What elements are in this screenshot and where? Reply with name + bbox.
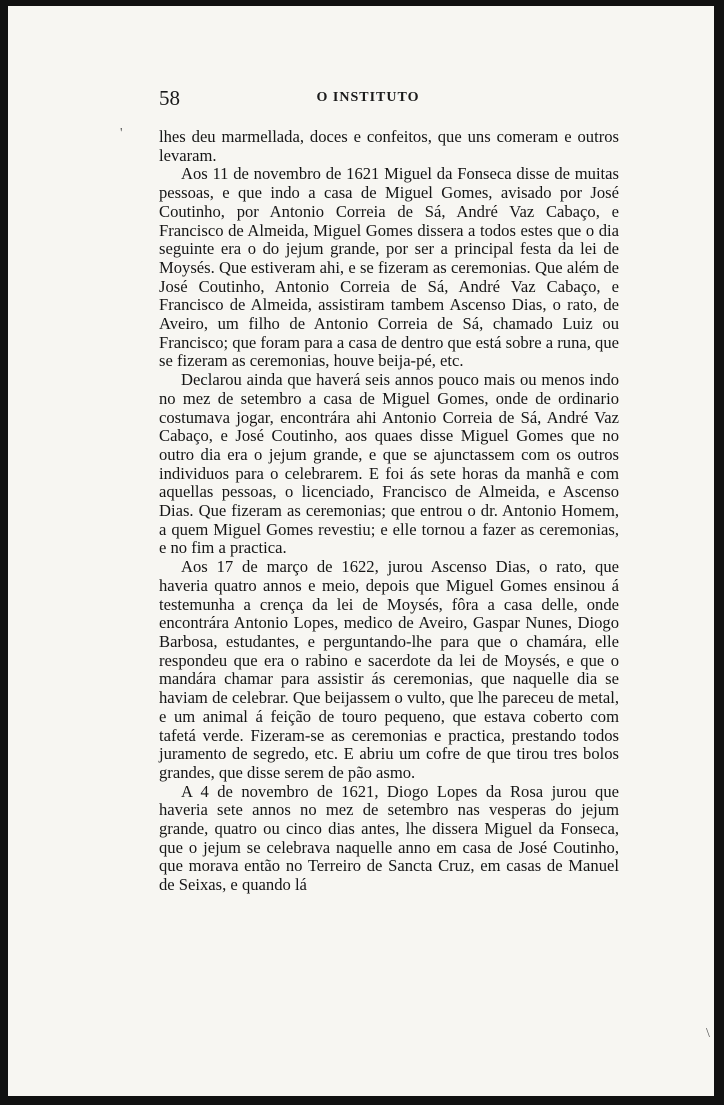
paragraph: Declarou ainda que haverá seis annos pouco mais ou menos indo no mez de setembro a casa de Miguel Gomes, onde de ordinario costumava jogar, encontrára ahi Antonio Correia de Sá, André Vaz Cabaço, e José Coutinho, aos quaes disse Miguel Gomes que no outro dia era o jejum grande, e que se ajunctassem com os outros individuos para o celebrarem. E foi ás sete horas da manhã e com aquellas pessoas, o licenciado, Francisco de Almeida, e Ascenso Dias. Que fizeram as ceremonias; que entrou o dr. Antonio Homem, a quem Miguel Gomes revestiu; e elle tornou a fazer as ceremonias, e no fim a practica. — [159, 370, 619, 558]
margin-mark: \ — [706, 1026, 710, 1041]
paragraph: Aos 11 de novembro de 1621 Miguel da Fonseca disse de muitas pessoas, e que indo a casa de Miguel Gomes, avisado por José Coutinho, por Antonio Correia de Sá, André Vaz Cabaço, e Francisco de Almeida, Miguel Gomes dissera a todos estes que o dia seguinte era o do jejum grande, por ser a principal festa da lei de Moysés. Que estiveram ahi, e se fizeram as ceremonias. Que além de José Coutinho, Antonio Correia de Sá, André Vaz Cabaço, e Francisco de Almeida, assistiram tambem Ascenso Dias, o rato, de Aveiro, um filho de Antonio Correia de Sá, chamado Luiz ou Francisco; que foram para a casa de dentro que está sobre a runa, que se fizeram as ceremonias, houve beija-pé, etc. — [159, 164, 619, 371]
margin-mark: ' — [120, 126, 123, 141]
body-text — [159, 128, 619, 895]
running-title: O INSTITUTO — [316, 90, 420, 105]
paragraph: A 4 de novembro de 1621, Diogo Lopes da Rosa jurou que haveria sete annos no mez de setembro nas vesperas do jejum grande, quatro ou cinco dias antes, lhe dissera Miguel da Fonseca, que o jejum se celebrava naquelle anno em casa de José Coutinho, que morava então no Terreiro de Sancta Cruz, em casas de Manuel de Seixas, e quando lá — [159, 781, 619, 895]
page-number: 58 — [159, 86, 180, 110]
book-page — [8, 6, 714, 1096]
paragraph: Aos 17 de março de 1622, jurou Ascenso Dias, o rato, que haveria quatro annos e meio, depois que Miguel Gomes ensinou á testemunha a crença da lei de Moysés, fôra a casa delle, onde encontrára Antonio Lopes, medico de Aveiro, Gaspar Nunes, Diogo Barbosa, estudantes, e perguntando-lhe para que o chamára, elle respondeu que era o rabino e sacerdote da lei de Moysés, e que o mandára chamar para assistir ás ceremonias, que naquelle dia se haviam de celebrar. Que beijassem o vulto, que lhe pareceu de metal, e um animal á feição de touro pequeno, que estava coberto com tafetá verde. Fizeram-se as ceremonias e practica, prestando todos juramento de segredo, etc. E abriu um cofre de que tirou tres bolos grandes, que disse serem de pão asmo. — [159, 557, 619, 782]
paragraph: lhes deu marmellada, doces e confeitos, que uns comeram e outros levaram. — [159, 127, 619, 165]
page-header — [159, 86, 577, 116]
